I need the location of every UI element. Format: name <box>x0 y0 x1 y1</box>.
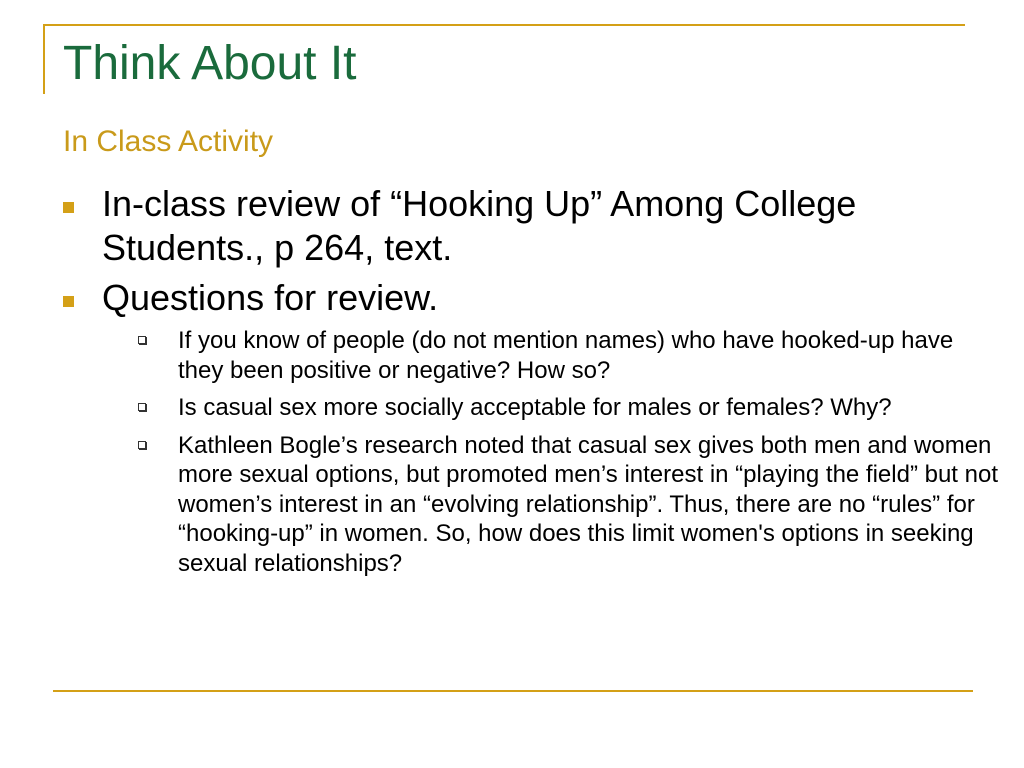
square-bullet-icon <box>63 202 74 213</box>
sub-bullet-item <box>102 326 962 385</box>
sub-bullet-text: Kathleen Bogle’s research noted that casual sex gives both men and women more sexual options, but promoted men’s interest in “playing the field” but not women’s interest in an “evolving relationship”. Thus, there are no “rules” for “hooking-up” in women. So, how does this limit women's options in seeking sexual relationships? <box>178 431 999 577</box>
bottom-rule <box>53 690 973 692</box>
top-rule <box>43 24 965 26</box>
left-rule <box>43 24 45 94</box>
bullet-item <box>62 182 962 270</box>
square-bullet-icon <box>63 296 74 307</box>
bullet-text: Questions for review. <box>102 277 439 318</box>
hollow-square-bullet-icon <box>138 441 146 449</box>
sub-bullet-text: If you know of people (do not mention names) who have hooked-up have they been positive or negative? How so? <box>178 327 954 384</box>
hollow-square-bullet-icon <box>138 403 146 411</box>
hollow-square-bullet-icon <box>138 336 146 344</box>
slide-subtitle: In Class Activity <box>63 125 274 158</box>
bullet-item <box>62 276 999 578</box>
sub-bullet-item <box>102 393 962 423</box>
slide-body <box>62 182 999 586</box>
sub-bullet-item <box>102 431 999 579</box>
slide-title: Think About It <box>63 37 357 90</box>
bullet-text: In-class review of “Hooking Up” Among College Students., p 264, text. <box>102 183 857 268</box>
sub-bullet-list <box>102 326 999 578</box>
sub-bullet-text: Is casual sex more socially acceptable for males or females? Why? <box>178 394 892 421</box>
